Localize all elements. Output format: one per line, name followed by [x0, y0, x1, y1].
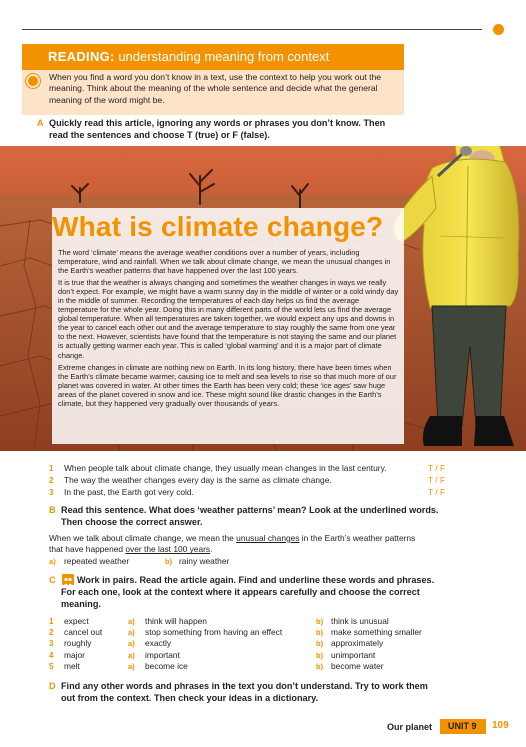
- underlined-phrase: unusual changes: [236, 533, 300, 543]
- article-title: What is climate change?: [52, 211, 384, 242]
- sentence-part: .: [210, 544, 213, 555]
- c-word-3: roughly: [64, 638, 92, 648]
- task-a-instruction: [37, 118, 394, 141]
- task-b-opt-b-letter: b): [165, 557, 173, 566]
- sentence-part: that have happened: [49, 544, 126, 555]
- c-a-letter-2: a): [128, 628, 135, 637]
- c-a-letter-3: a): [128, 639, 135, 648]
- c-b-4[interactable]: unimportant: [331, 650, 376, 660]
- task-b-instruction: Read this sentence. What does ‘weather patterns’ mean? Look at the underlined words. Then choose the correct answer.: [61, 505, 439, 527]
- task-c-letter: C: [49, 575, 56, 585]
- c-num-2: 2: [49, 628, 54, 637]
- reading-title: understanding meaning from context: [118, 49, 330, 64]
- c-word-5: melt: [64, 661, 80, 671]
- underlined-phrase: over the last 100 years: [125, 544, 211, 555]
- tf-choice-3[interactable]: T / F: [428, 487, 446, 497]
- c-word-4: major: [64, 650, 85, 660]
- article-paragraph-1: The word ‘climate’ means the average weather conditions over a number of years, including temperature, wind and rainfall. When we talk about climate change, we mean the unusual changes in the Earth’s weather patterns that have happened over the last 100 years.: [58, 248, 391, 276]
- task-b-opt-a-letter: a): [49, 557, 56, 566]
- tf-choice-1[interactable]: T / F: [428, 463, 446, 473]
- top-rule: [22, 29, 482, 30]
- c-a-letter-5: a): [128, 662, 135, 671]
- task-b-sentence: [49, 533, 449, 556]
- sentence-part: in the Earth’s weather patterns: [299, 533, 416, 543]
- c-a-1[interactable]: think will happen: [145, 616, 207, 626]
- c-a-2[interactable]: stop something from having an effect: [145, 627, 283, 637]
- c-a-letter-4: a): [128, 651, 135, 660]
- c-num-1: 1: [49, 617, 54, 626]
- tf-item-num-2: 2: [49, 476, 54, 485]
- c-a-4[interactable]: important: [145, 650, 180, 660]
- c-b-letter-5: b): [316, 662, 324, 671]
- tf-item-text-3: In the past, the Earth got very cold.: [64, 487, 194, 497]
- c-a-5[interactable]: become ice: [145, 661, 188, 671]
- c-num-3: 3: [49, 639, 54, 648]
- c-b-letter-1: b): [316, 617, 324, 626]
- article-body: [58, 248, 400, 411]
- c-num-4: 4: [49, 651, 54, 660]
- c-b-3[interactable]: approximately: [331, 638, 384, 648]
- task-c-instruction: Work in pairs. Read the article again. Find and underline these words and phrases. For each one, look at the context where it appears carefully and choose the correct meaning.: [61, 575, 435, 609]
- article-paragraph-3: Extreme changes in climate are nothing new on Earth. In its long history, there have been times when the Earth’s climate became warmer, causing ice to melt and sea levels to rise so that much more of our planet was covered in water. At other times the Earth has been very cold; these ‘ice ages’ saw huge areas of the planet covered in snow and ice. These might sound like drastic changes in the Earth’s climate, but they happened very gradually over thousands of years.: [58, 362, 397, 408]
- c-word-2: cancel out: [64, 627, 103, 637]
- c-b-5[interactable]: become water: [331, 661, 384, 671]
- page-number: 109: [492, 720, 509, 731]
- c-b-letter-2: b): [316, 628, 324, 637]
- reading-keyword: READING:: [48, 49, 115, 64]
- tf-item-num-1: 1: [49, 464, 54, 473]
- tf-item-text-2: The way the weather changes every day is the same as climate change.: [64, 475, 332, 485]
- task-b-letter: B: [49, 505, 56, 515]
- footer-section-title: Our planet: [387, 722, 433, 732]
- c-a-3[interactable]: exactly: [145, 638, 172, 648]
- task-a-letter: A: [37, 118, 44, 128]
- unit-label: UNIT 9: [440, 719, 486, 734]
- c-word-1: expect: [64, 616, 89, 626]
- c-num-5: 5: [49, 662, 54, 671]
- task-d-instruction: Find any other words and phrases in the text you don’t understand. Try to work them out from the context. Then check your ideas in a dictionary.: [61, 681, 428, 703]
- task-b-option-b[interactable]: rainy weather: [179, 556, 230, 566]
- reading-banner: [22, 44, 404, 70]
- tip-text: When you find a word you don’t know in a text, use the context to help you work out the meaning. Think about the meaning of the whole sentence and decide what the general meaning of the word might be.: [49, 72, 382, 105]
- tip-icon: [26, 74, 40, 88]
- tf-choice-2[interactable]: T / F: [428, 475, 446, 485]
- c-b-2[interactable]: make something smaller: [331, 627, 422, 637]
- task-a-text: Quickly read this article, ignoring any words or phrases you don’t know. Then read the sentences and choose T (true) or F (false).: [49, 118, 386, 140]
- tf-item-num-3: 3: [49, 488, 54, 497]
- c-b-letter-3: b): [316, 639, 324, 648]
- c-a-letter-1: a): [128, 617, 135, 626]
- c-b-1[interactable]: think is unusual: [331, 616, 389, 626]
- article-paragraph-2: It is true that the weather is always changing and sometimes the weather changes in ways we really don’t expect. For example, we might have a warm sunny day in the middle of winter or a cold windy day in the middle of summer. Recording the temperatures of each day helps us find the average temperature for the whole year. Doing this in many different parts of the world lets us find the average global temperature. When all temperatures are taken together, we would expect any ups and downs in the year to cancel each other out and the average temperature to stay roughly the same from one year to the next. However, scientists have found that the temperature is not staying the same and our planet is actually getting warmer each year. This is called ‘global warming’ and it is a major part of climate change.: [58, 278, 399, 360]
- task-d-letter: D: [49, 681, 56, 691]
- tf-item-text-1: When people talk about climate change, they usually mean changes in the last century.: [64, 463, 387, 473]
- sentence-part: When we talk about climate change, we mean the: [49, 533, 237, 543]
- task-b-option-a[interactable]: repeated weather: [64, 556, 130, 566]
- orange-dot: [493, 24, 504, 35]
- c-b-letter-4: b): [316, 651, 324, 660]
